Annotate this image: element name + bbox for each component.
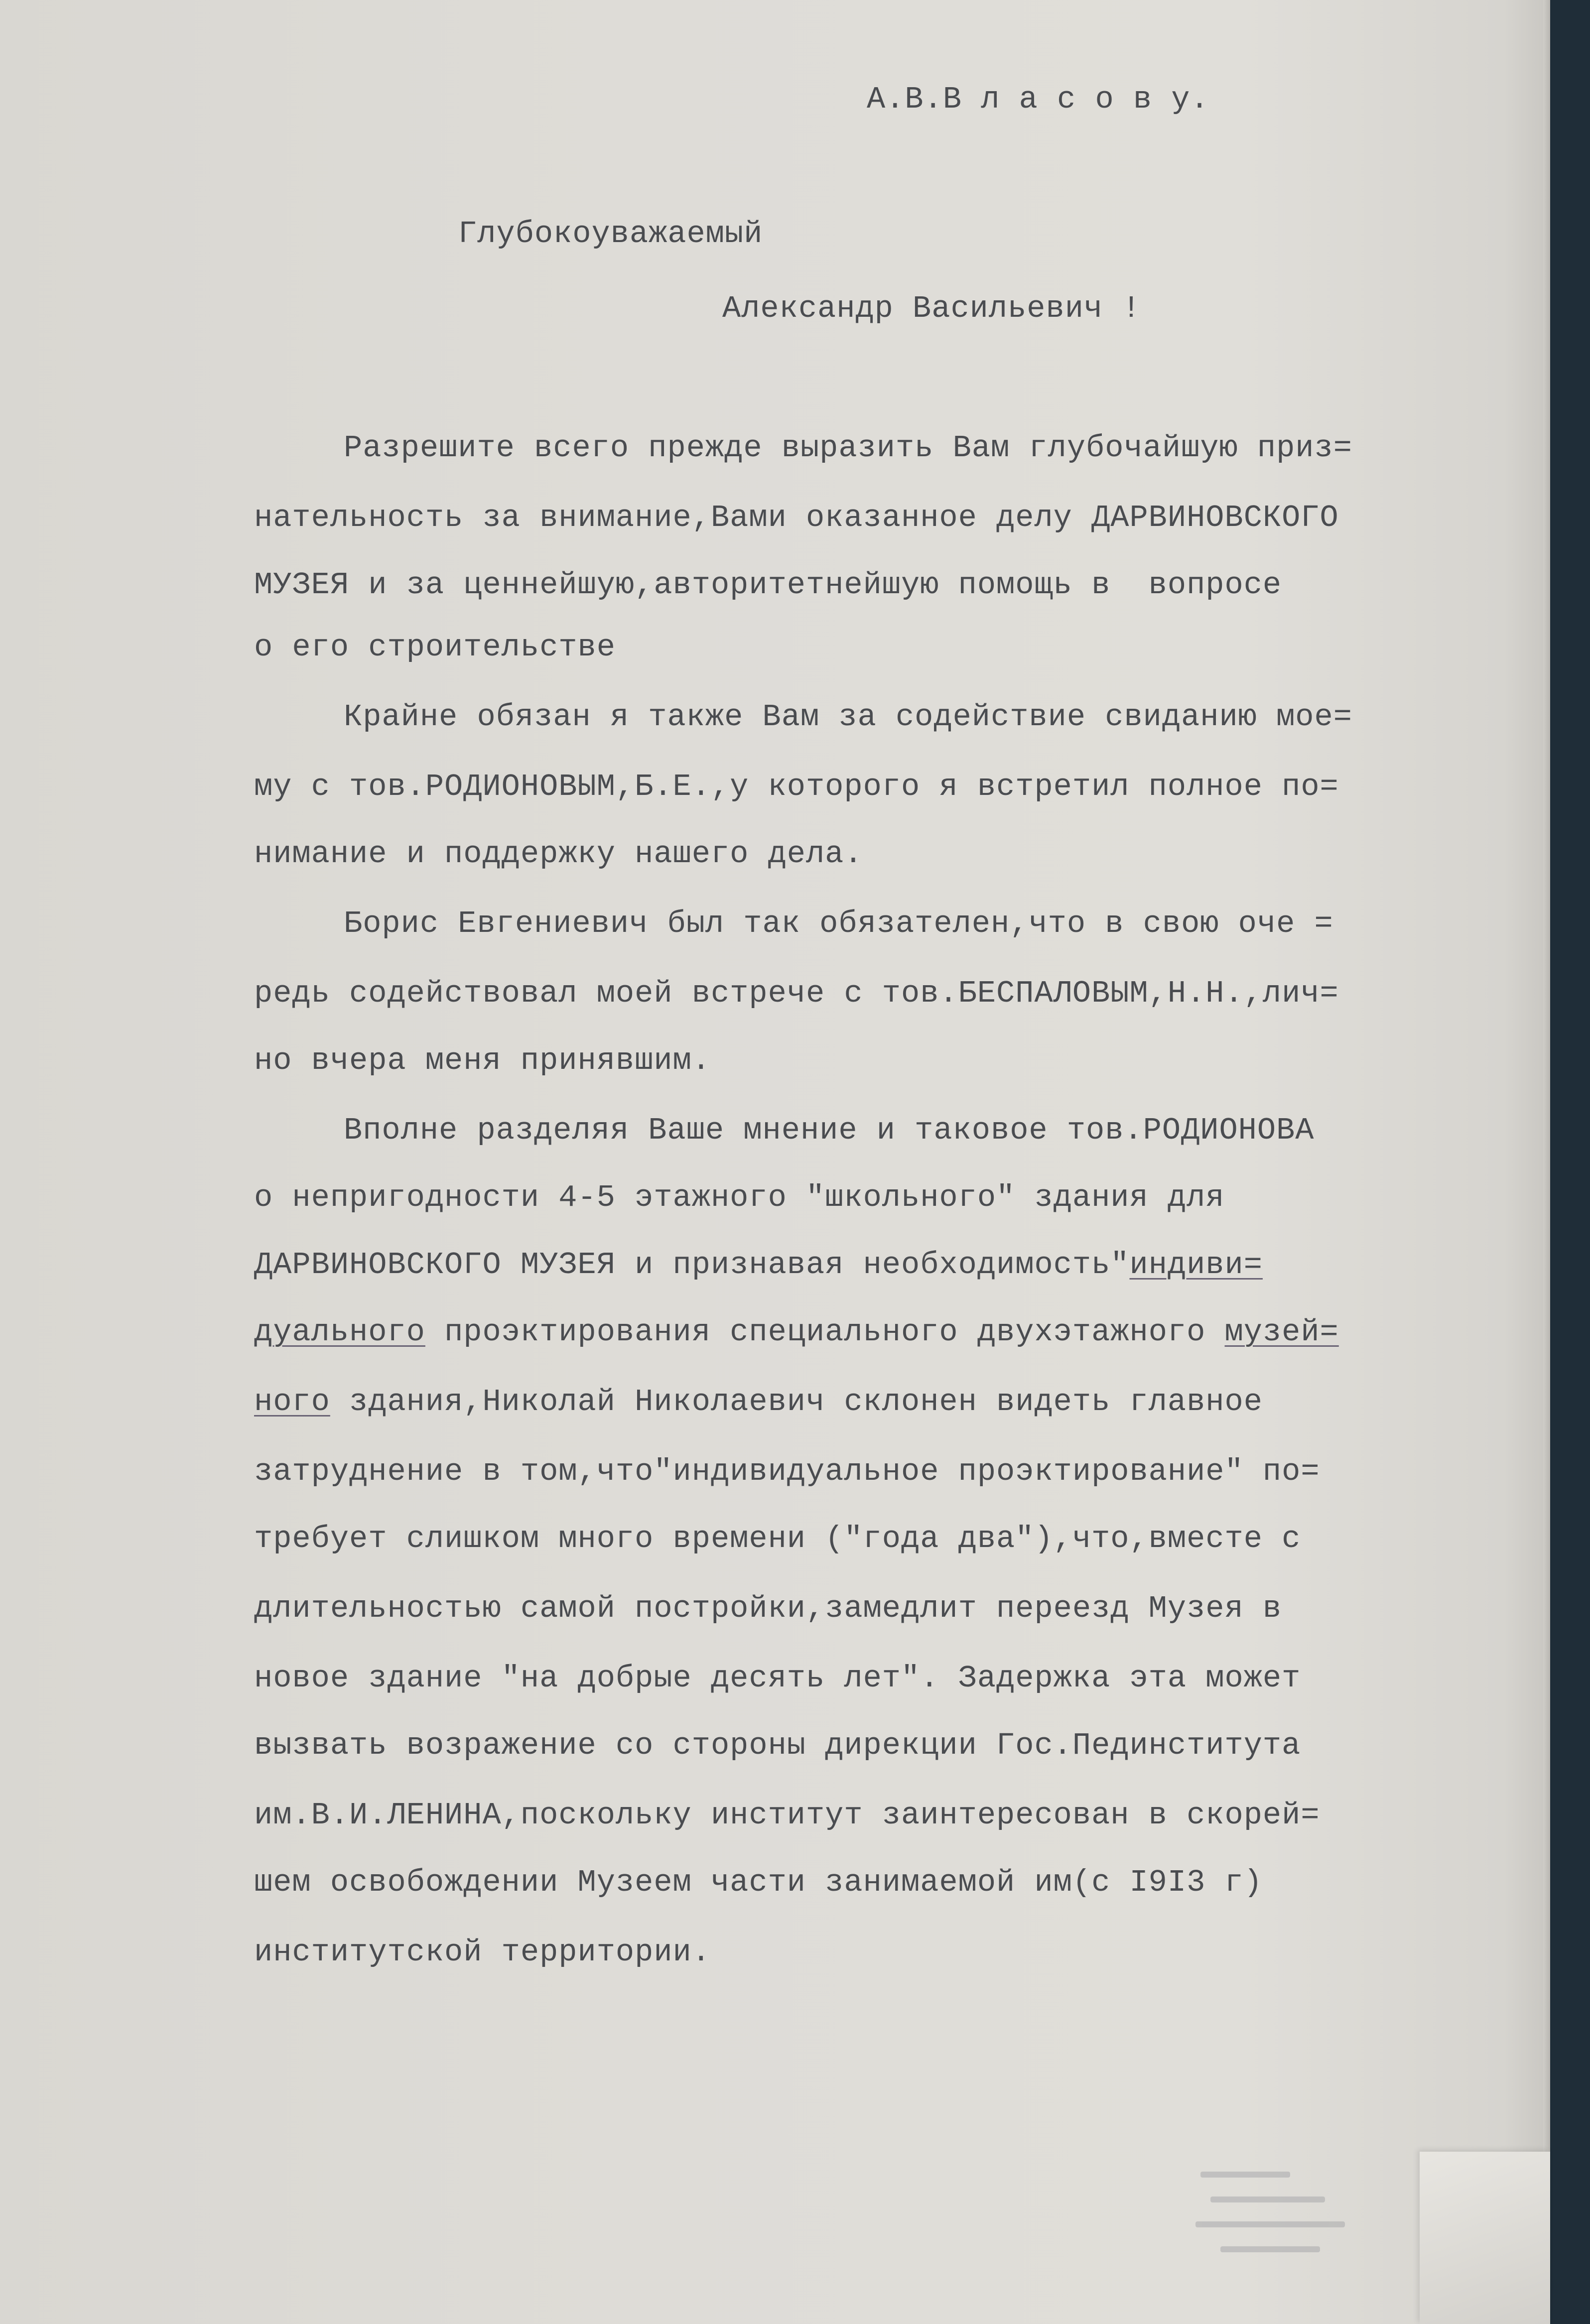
body-line: Борис Евгениевич был так обязателен,что в свою оче = [344,906,1333,941]
body-line: требует слишком много времени ("года два"),что,вместе с [254,1521,1301,1556]
underlined-text: индиви= [1129,1247,1263,1283]
body-line: длительностью самой постройки,замедлит переезд Музея в [254,1591,1282,1626]
salutation-line-2: Александр Васильевич ! [722,291,1141,326]
body-line: затруднение в том,что"индивидуальное проэктирование" по= [254,1454,1320,1489]
body-text: ДАРВИНОВСКОГО МУЗЕЯ и признавая необходимость" [254,1247,1130,1283]
body-text: здания,Николай Николаевич склонен видеть главное [330,1384,1263,1420]
addressee-line: А.В.В л а с о в у. [867,82,1209,117]
body-line: нимание и поддержку нашего дела. [254,836,863,872]
body-line [254,1245,1263,1285]
underlined-text: музей= [1224,1314,1339,1350]
body-line [254,1382,1263,1422]
body-line: Вполне разделяя Ваше мнение и таковое тов.РОДИОНОВА [344,1113,1315,1148]
body-line: о его строительстве [254,630,616,665]
body-line: но вчера меня принявшим. [254,1043,711,1078]
underlined-text: ного [254,1384,330,1420]
body-line: им.В.И.ЛЕНИНА,поскольку институт заинтересован в скорей= [254,1798,1320,1833]
body-line: Крайне обязан я также Вам за содействие свиданию мое= [344,699,1352,735]
folded-corner [1420,2152,1550,2324]
body-line [254,1312,1339,1352]
body-line: институтской территории. [254,1935,711,1970]
body-line: МУЗЕЯ и за ценнейшую,авторитетнейшую помощь в вопросе [254,567,1282,603]
sheet-edge [1543,0,1550,2324]
body-text: проэктирования специального двухэтажного [425,1314,1225,1350]
underlined-text: дуального [254,1314,425,1350]
body-line: му с тов.РОДИОНОВЫМ,Б.Е.,у которого я встретил полное по= [254,769,1339,804]
body-line: нательность за внимание,Вами оказанное делу ДАРВИНОВСКОГО [254,500,1339,535]
body-line: Разрешите всего прежде выразить Вам глубочайшую приз= [344,430,1352,466]
body-line: вызвать возражение со стороны дирекции Гос.Пединститута [254,1728,1301,1763]
body-line: редь содействовал моей встрече с тов.БЕСПАЛОВЫМ,Н.Н.,лич= [254,976,1339,1011]
salutation-line-1: Глубокоуважаемый [458,216,763,252]
archive-stamp-marks [1191,2162,1420,2276]
body-line: шем освобождении Музеем части занимаемой им(с I9I3 г) [254,1865,1263,1900]
body-line: о непригодности 4-5 этажного "школьного" здания для [254,1180,1225,1215]
body-line: новое здание "на добрые десять лет". Задержка эта может [254,1661,1301,1696]
